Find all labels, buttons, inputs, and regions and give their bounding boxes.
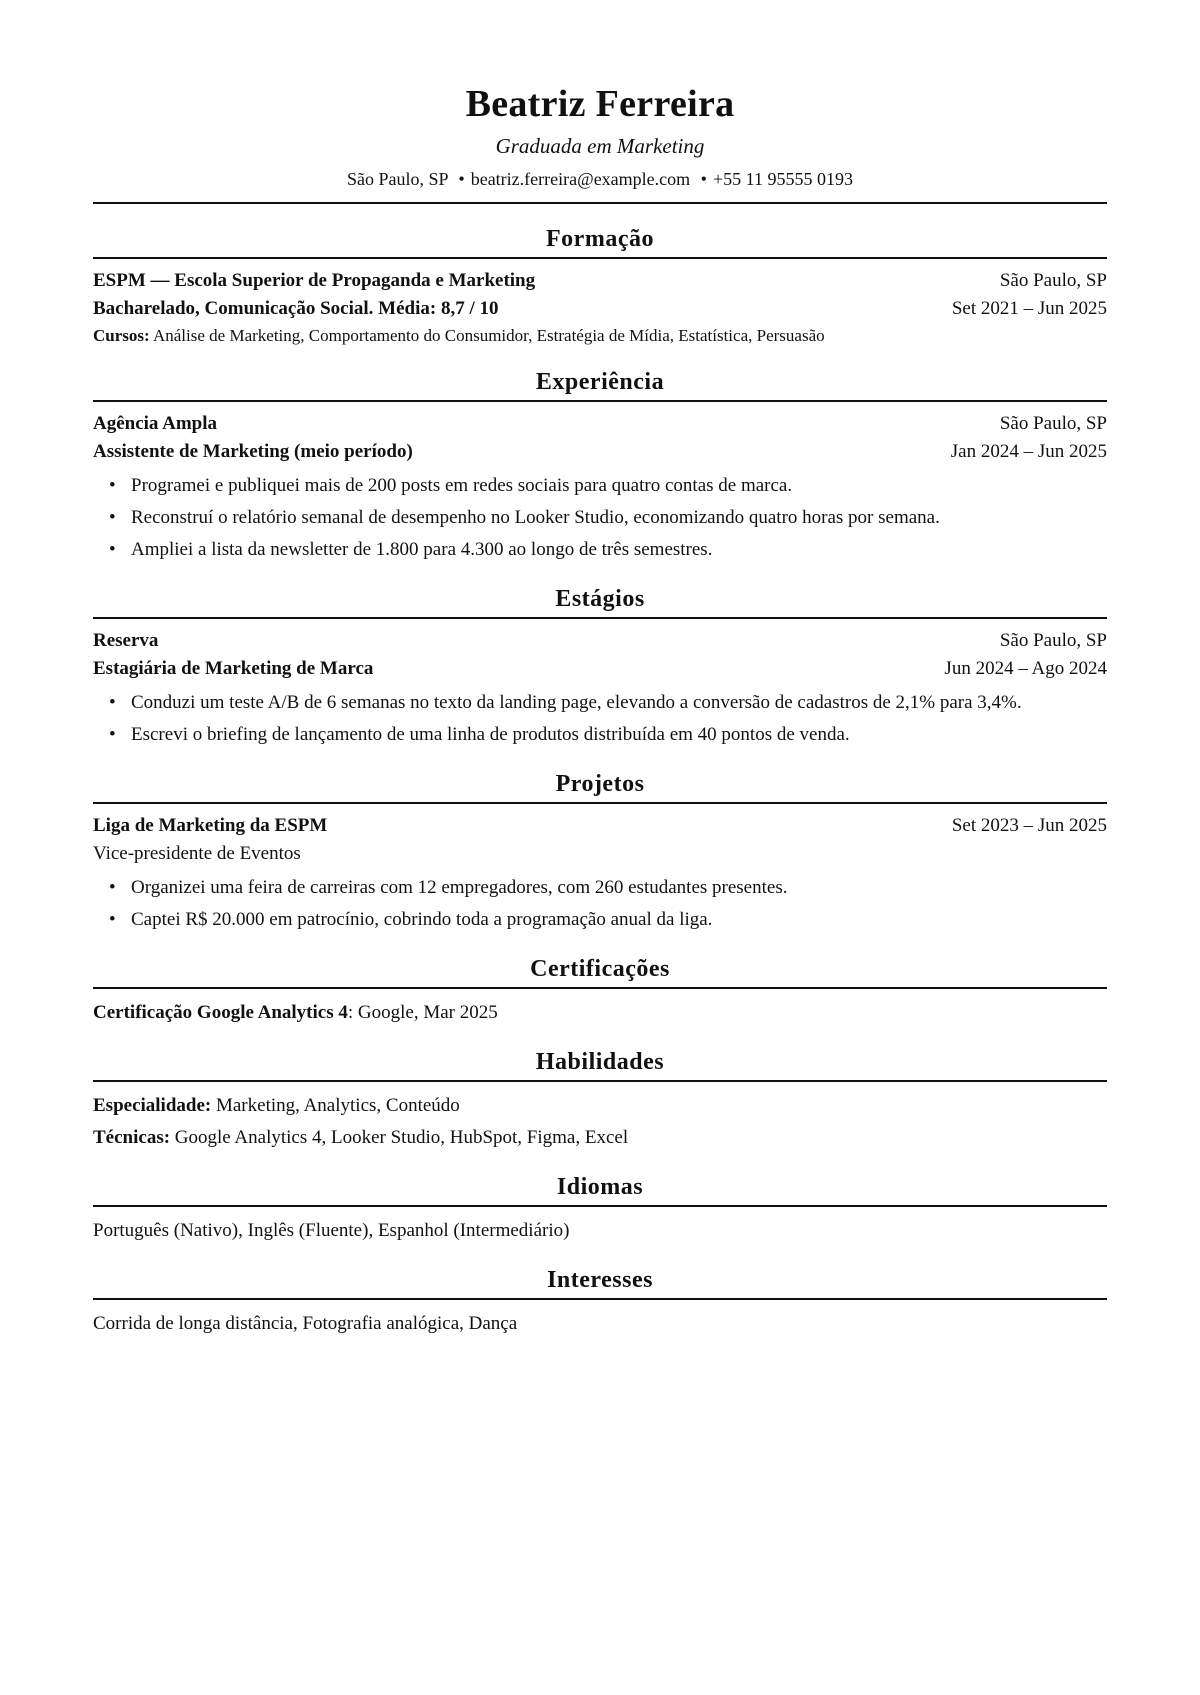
courses-label: Cursos: (93, 326, 150, 345)
project-name: Liga de Marketing da ESPM (93, 815, 328, 836)
company-location: São Paulo, SP (999, 413, 1107, 434)
section-title-interests: Interesses (93, 1265, 1107, 1300)
contact-line (93, 167, 1107, 191)
bullet-item: • Reconstruí o relatório semanal de desempenho no Looker Studio, economizando quatro horas por semana. (93, 502, 1107, 534)
internships-section (93, 584, 1107, 751)
project-bullets (93, 872, 1107, 936)
experience-bullets (93, 470, 1107, 566)
contact-separator: • (458, 169, 465, 189)
experience-entry (93, 410, 1107, 566)
contact-email: beatriz.ferreira@example.com (470, 169, 691, 189)
job-title: Estagiária de Marketing de Marca (93, 658, 374, 679)
bullet-item: • Programei e publiquei mais de 200 posts em redes sociais para quatro contas de marca. (93, 470, 1107, 502)
languages-line: Português (Nativo), Inglês (Fluente), Espanhol (Intermediário) (93, 1220, 570, 1241)
section-title-experience: Experiência (93, 367, 1107, 402)
company-location: São Paulo, SP (999, 630, 1107, 651)
courses-line (93, 323, 1107, 349)
school-location: São Paulo, SP (999, 270, 1107, 291)
internship-entry (93, 627, 1107, 751)
section-title-education: Formação (93, 224, 1107, 259)
school-name: ESPM — Escola Superior de Propaganda e Marketing (93, 270, 536, 291)
certification-name: Certificação Google Analytics 4 (93, 1002, 348, 1023)
project-role: Vice-presidente de Eventos (93, 843, 301, 864)
bullet-item: • Escrevi o briefing de lançamento de uma linha de produtos distribuída em 40 pontos de venda. (93, 719, 1107, 751)
header-divider (93, 202, 1107, 204)
education-dates: Set 2021 – Jun 2025 (951, 298, 1107, 319)
internship-bullets (93, 687, 1107, 751)
bullet-item: • Conduzi um teste A/B de 6 semanas no texto da landing page, elevando a conversão de cadastros de 2,1% para 3,4%. (93, 687, 1107, 719)
interests-line: Corrida de longa distância, Fotografia analógica, Dança (93, 1313, 518, 1334)
certification-detail: : Google, Mar 2025 (347, 1002, 498, 1023)
section-title-certifications: Certificações (93, 954, 1107, 989)
certifications-section (93, 954, 1107, 1029)
bullet-item: • Organizei uma feira de carreiras com 12 empregadores, com 260 estudantes presentes. (93, 872, 1107, 904)
specialty-list: Marketing, Analytics, Conteúdo (211, 1095, 460, 1116)
contact-phone: +55 11 95555 0193 (712, 169, 853, 189)
resume-header (93, 0, 1107, 204)
technical-list: Google Analytics 4, Looker Studio, HubSpot, Figma, Excel (170, 1127, 629, 1148)
skills-technical-line (93, 1122, 1107, 1154)
project-dates: Set 2023 – Jun 2025 (951, 815, 1107, 836)
section-title-skills: Habilidades (93, 1047, 1107, 1082)
project-entry (93, 812, 1107, 936)
job-title: Assistente de Marketing (meio período) (93, 441, 413, 462)
job-dates: Jan 2024 – Jun 2025 (950, 441, 1107, 462)
contact-separator: • (700, 169, 707, 189)
languages-section (93, 1172, 1107, 1247)
education-section (93, 224, 1107, 349)
bullet-item: • Ampliei a lista da newsletter de 1.800 para 4.300 ao longo de três semestres. (93, 534, 1107, 566)
section-title-internships: Estágios (93, 584, 1107, 619)
contact-location: São Paulo, SP (347, 169, 448, 189)
skills-specialty-line (93, 1090, 1107, 1122)
candidate-headline: Graduada em Marketing (495, 134, 705, 158)
courses-list: Análise de Marketing, Comportamento do Consumidor, Estratégia de Mídia, Estatística, Persuasão (152, 326, 825, 345)
section-title-projects: Projetos (93, 769, 1107, 804)
projects-section (93, 769, 1107, 936)
job-dates: Jun 2024 – Ago 2024 (944, 658, 1107, 679)
company-name: Reserva (93, 630, 159, 651)
degree: Bacharelado, Comunicação Social. Média: 8,7 / 10 (93, 298, 499, 319)
section-title-languages: Idiomas (93, 1172, 1107, 1207)
certification-line (93, 997, 1107, 1029)
experience-section (93, 367, 1107, 566)
education-entry (93, 267, 1107, 349)
candidate-name: Beatriz Ferreira (465, 83, 735, 125)
company-name: Agência Ampla (93, 413, 218, 434)
specialty-label: Especialidade: (93, 1095, 212, 1116)
technical-label: Técnicas: (93, 1127, 171, 1148)
skills-section (93, 1047, 1107, 1154)
interests-section (93, 1265, 1107, 1340)
bullet-item: • Captei R$ 20.000 em patrocínio, cobrindo toda a programação anual da liga. (93, 904, 1107, 936)
